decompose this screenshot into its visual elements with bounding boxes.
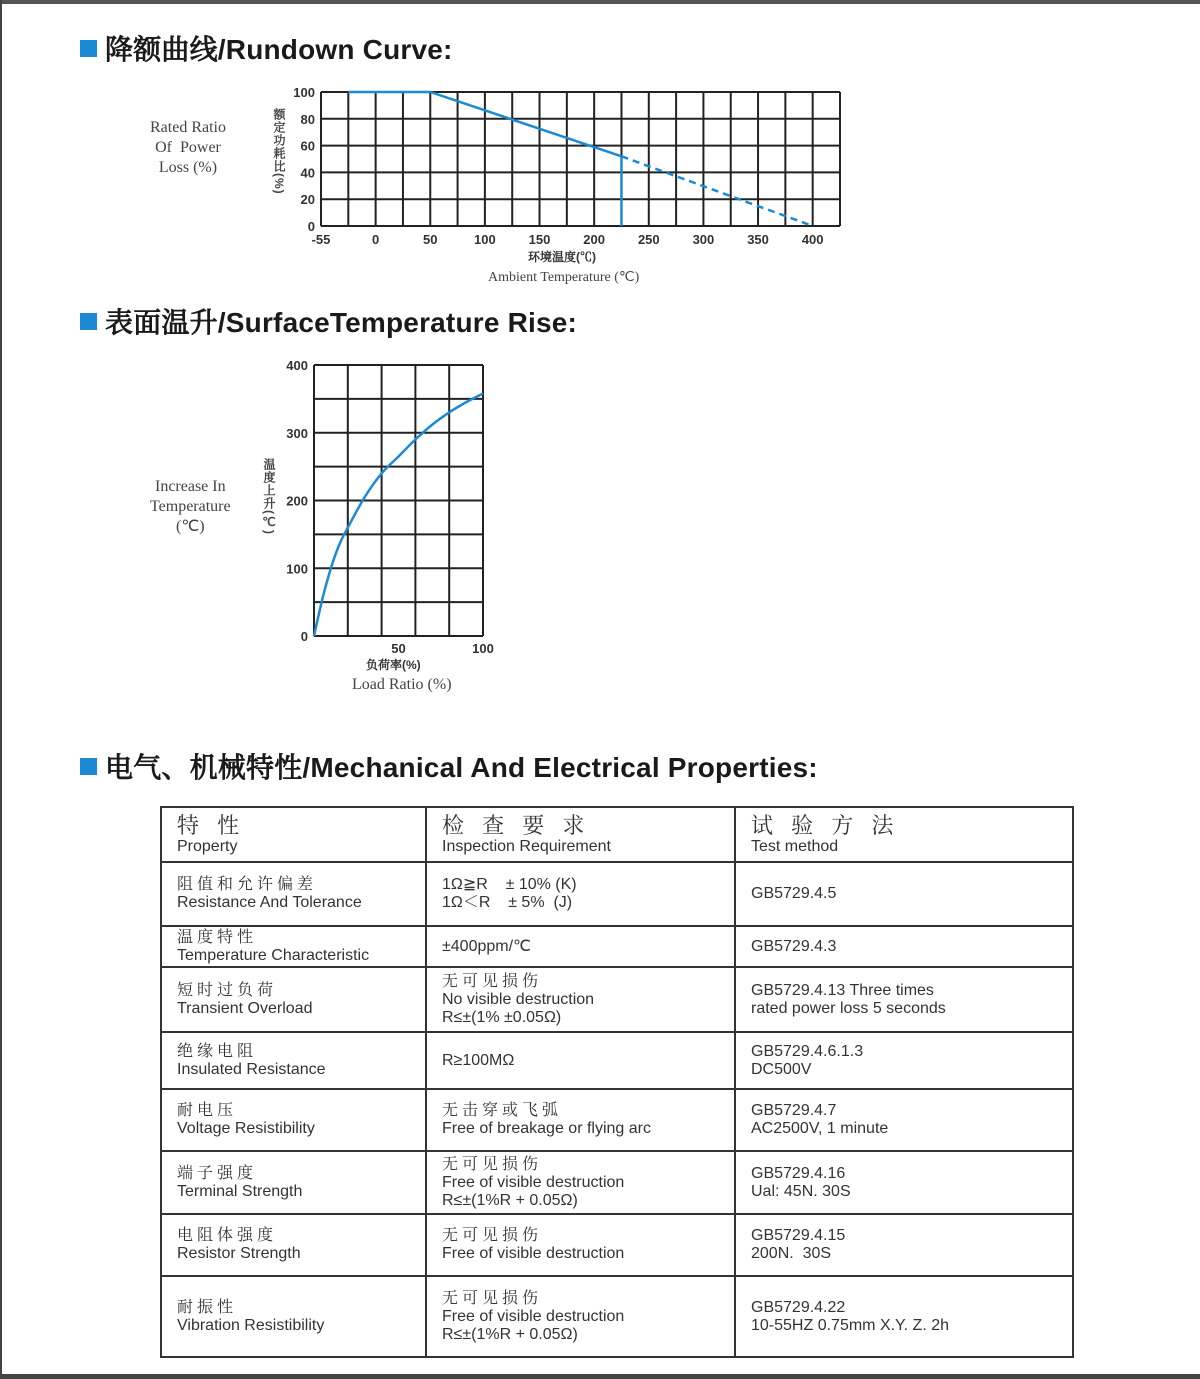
property-cell <box>161 926 426 967</box>
table-header-cell <box>735 807 1073 862</box>
method-cell <box>735 1276 1073 1357</box>
requirement-line: 无击穿或飞弧 <box>442 1102 563 1119</box>
x-tick-label: 350 <box>747 232 769 247</box>
y-tick-label: 80 <box>300 111 315 127</box>
x-tick-label: 100 <box>474 232 496 247</box>
property-cn: 端子强度 <box>177 1164 258 1182</box>
table-header-cell <box>161 807 426 862</box>
method-cell <box>735 1032 1073 1089</box>
rundown-xlabel-cn: 环境温度(℃) <box>528 250 596 264</box>
x-tick-label: 0 <box>372 232 380 247</box>
method-line: GB5729.4.15 <box>751 1227 846 1244</box>
requirement-line: R≤±(1% ±0.05Ω) <box>442 1008 562 1026</box>
requirement-cell <box>426 1276 735 1357</box>
method-line: GB5729.4.13 Three times <box>751 981 934 999</box>
rundown-title-text: 降额曲线/Rundown Curve: <box>105 34 453 65</box>
series-temperature-rise <box>314 393 483 636</box>
requirement-cell <box>426 1089 735 1151</box>
requirement-line: Free of breakage or flying arc <box>442 1120 651 1137</box>
properties-title-text: 电气、机械特性/Mechanical And Electrical Properties: <box>105 752 818 783</box>
requirement-cell <box>426 1151 735 1214</box>
series-extrapolated <box>621 156 812 226</box>
property-cell <box>161 1032 426 1089</box>
method-line: Ual: 45N. 30S <box>751 1182 851 1200</box>
property-en: Temperature Characteristic <box>177 946 370 964</box>
header-en: Property <box>177 837 238 855</box>
header-en: Inspection Requirement <box>442 837 611 855</box>
requirement-line: 无可见损伤 <box>442 1227 543 1244</box>
y-tick-label: 100 <box>293 85 315 100</box>
requirement-cell <box>426 967 735 1032</box>
method-cell <box>735 1214 1073 1276</box>
surface-ylabel-line: Increase In <box>154 478 226 495</box>
x-tick-label: 300 <box>692 232 715 247</box>
surface-title-text: 表面温升/SurfaceTemperature Rise: <box>105 307 578 338</box>
bullet-square-icon <box>80 313 97 330</box>
requirement-line: 无可见损伤 <box>442 1289 543 1307</box>
y-tick-label: 100 <box>286 561 308 577</box>
x-tick-label: 50 <box>423 232 438 247</box>
bullet-square-icon <box>80 758 97 775</box>
header-en: Test method <box>751 837 839 855</box>
header-cn: 特 性 <box>177 812 246 838</box>
property-cn: 绝缘电阻 <box>177 1042 258 1060</box>
requirement-line: ±400ppm/℃ <box>442 937 532 955</box>
property-cn: 电阻体强度 <box>177 1227 278 1244</box>
method-cell <box>735 862 1073 926</box>
property-en: Resistor Strength <box>177 1245 301 1262</box>
rundown-ylabel-line: Of Power <box>155 139 221 156</box>
x-tick-label: 100 <box>472 641 494 656</box>
property-en: Resistance And Tolerance <box>177 894 362 911</box>
surface-section-title <box>80 301 577 341</box>
property-cell <box>161 1151 426 1214</box>
method-cell <box>735 1089 1073 1151</box>
table-row <box>161 1089 1073 1151</box>
method-line: rated power loss 5 seconds <box>751 999 946 1017</box>
method-line: GB5729.4.5 <box>751 885 837 902</box>
method-line: AC2500V, 1 minute <box>751 1120 889 1137</box>
rundown-ylabel-cn: 额定功耗比(%) <box>272 108 286 195</box>
property-en: Insulated Resistance <box>177 1060 326 1078</box>
property-cn: 短时过负荷 <box>177 981 278 999</box>
table-row <box>161 1032 1073 1089</box>
requirement-line: 1Ω＜R ± 5% (J) <box>442 894 573 911</box>
requirement-line: R≥100MΩ <box>442 1051 515 1069</box>
method-cell <box>735 1151 1073 1214</box>
property-cell <box>161 967 426 1032</box>
table-row <box>161 1151 1073 1214</box>
y-tick-label: 200 <box>286 493 308 509</box>
rundown-ylabel-line: Loss (%) <box>158 159 218 176</box>
requirement-line: R≤±(1%R + 0.05Ω) <box>442 1325 578 1343</box>
table-row <box>161 1276 1073 1357</box>
method-line: DC500V <box>751 1060 812 1078</box>
x-tick-label: 400 <box>801 232 824 247</box>
table-row <box>161 926 1073 967</box>
header-cn: 试 验 方 法 <box>751 812 900 838</box>
y-tick-label: 400 <box>286 358 308 373</box>
requirement-line: Free of visible destruction <box>442 1307 625 1325</box>
window-bottom-border <box>0 1374 1200 1379</box>
property-cn: 温度特性 <box>177 928 258 946</box>
method-cell <box>735 926 1073 967</box>
property-en: Vibration Resistibility <box>177 1316 325 1334</box>
surface-ylabel-cn: 温度上升(℃) <box>262 458 276 535</box>
requirement-line: Free of visible destruction <box>442 1245 625 1262</box>
requirement-cell <box>426 1032 735 1089</box>
requirement-line: 无可见损伤 <box>442 972 543 990</box>
requirement-line: Free of visible destruction <box>442 1173 625 1191</box>
requirement-line: R≤±(1%R + 0.05Ω) <box>442 1191 578 1209</box>
x-tick-label: 250 <box>637 232 660 247</box>
x-tick-label: 200 <box>583 232 606 247</box>
property-cell <box>161 1276 426 1357</box>
surface-ylabel-line: (℃) <box>175 518 205 535</box>
requirement-cell <box>426 926 735 967</box>
method-line: GB5729.4.3 <box>751 937 837 955</box>
method-cell <box>735 967 1073 1032</box>
x-tick-label: -55 <box>311 232 331 247</box>
property-cn: 耐振性 <box>177 1298 238 1316</box>
table-header-row <box>161 807 1073 862</box>
property-cn: 阻值和允许偏差 <box>177 876 318 893</box>
requirement-line: 无可见损伤 <box>442 1155 543 1173</box>
surface-chart <box>0 340 600 680</box>
y-tick-label: 0 <box>300 629 308 644</box>
surface-ylabel-line: Temperature <box>150 498 231 515</box>
y-tick-label: 40 <box>300 165 315 181</box>
rundown-ylabel-line: Rated Ratio <box>150 119 226 136</box>
table-row <box>161 967 1073 1032</box>
method-line: GB5729.4.7 <box>751 1102 837 1119</box>
method-line: 200N. 30S <box>751 1245 832 1262</box>
requirement-line: No visible destruction <box>442 990 595 1008</box>
property-cell <box>161 862 426 926</box>
header-cn: 检 查 要 求 <box>442 812 591 838</box>
property-cell <box>161 1089 426 1151</box>
requirement-cell <box>426 862 735 926</box>
y-tick-label: 20 <box>300 192 315 208</box>
requirement-cell <box>426 1214 735 1276</box>
y-tick-label: 60 <box>300 138 315 154</box>
requirement-line: 1Ω≧R ± 10% (K) <box>442 876 577 893</box>
property-en: Transient Overload <box>177 999 313 1017</box>
properties-section-title <box>80 746 818 786</box>
property-en: Terminal Strength <box>177 1182 303 1200</box>
method-line: GB5729.4.22 <box>751 1298 846 1316</box>
surface-xlabel-cn: 负荷率(%) <box>366 658 421 672</box>
table-row <box>161 862 1073 926</box>
x-tick-label: 150 <box>528 232 551 247</box>
method-line: GB5729.4.16 <box>751 1164 846 1182</box>
table-header-cell <box>426 807 735 862</box>
y-tick-label: 300 <box>286 425 308 441</box>
method-line: GB5729.4.6.1.3 <box>751 1042 864 1060</box>
x-tick-label: 50 <box>391 641 406 656</box>
method-line: 10-55HZ 0.75mm X.Y. Z. 2h <box>751 1316 950 1334</box>
surface-xlabel: Load Ratio (%) <box>352 676 452 693</box>
property-cell <box>161 1214 426 1276</box>
table-row <box>161 1214 1073 1276</box>
properties-table <box>160 806 1074 1358</box>
y-tick-label: 0 <box>307 219 315 234</box>
property-cn: 耐电压 <box>177 1102 238 1119</box>
rundown-xlabel: Ambient Temperature (℃) <box>488 270 640 285</box>
rundown-chart <box>0 0 1200 300</box>
property-en: Voltage Resistibility <box>177 1120 315 1137</box>
